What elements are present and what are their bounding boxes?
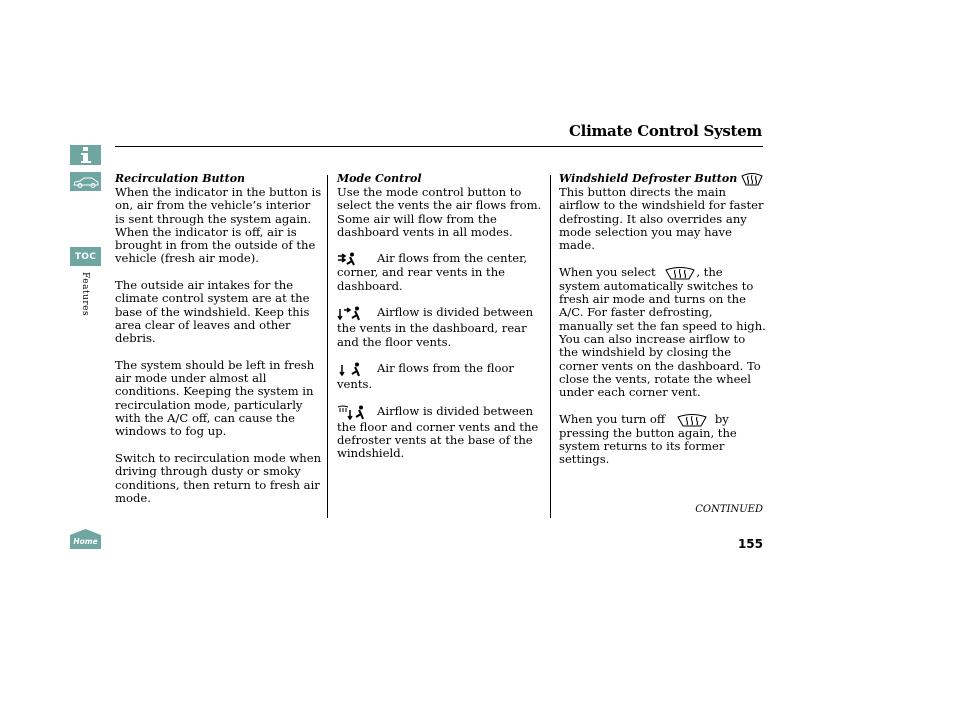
paragraph: When the indicator in the button is on, air from the vehicle’s interior is sent through the system again. When the indicator is off, air is brought in from the outside of the vehicle (fresh air mode).: [115, 185, 322, 266]
section-heading: Recirculation Button: [115, 172, 246, 185]
mode-item: [337, 362, 542, 391]
windshield-defrost-icon: [677, 413, 707, 427]
text-fragment: by: [714, 411, 729, 426]
column-divider: [550, 175, 551, 518]
column-divider: [327, 175, 328, 518]
paragraph: [559, 266, 766, 400]
continued-label: CONTINUED: [695, 504, 763, 515]
windshield-defrost-icon: [741, 172, 763, 186]
home-icon: [70, 529, 101, 549]
text-fragment: , the system automatically switches to fresh air mode and turns on the A/C. For faster defrosting, manually set the fan speed to high. You can also increase airflow to the windshield by closing the corner vents on the dashboard. To close the vents, rotate the wheel under each corner vent.: [559, 264, 766, 400]
paragraph: [559, 413, 766, 467]
page-title: Climate Control System: [569, 122, 762, 140]
car-index-button[interactable]: [70, 172, 101, 191]
section-heading: Mode Control: [337, 172, 422, 185]
paragraph: The system should be left in fresh air mode under almost all conditions. Keeping the system in recirculation mode, particularly with the A/C off, can cause the windows to fog up.: [115, 357, 315, 439]
section-heading: [559, 172, 766, 186]
text-fragment: pressing the button again, the system returns to its former settings.: [559, 425, 737, 467]
mode-text: Air flows from the center, corner, and rear vents in the dashboard.: [337, 251, 528, 293]
paragraph: The outside air intakes for the climate control system are at the base of the windshield. Keep this area clear of leaves and other debris.: [115, 278, 310, 346]
heading-text: Windshield Defroster Button: [559, 172, 738, 185]
text-fragment: When you turn off: [559, 411, 666, 426]
info-index-button[interactable]: [70, 145, 101, 165]
mode-text: Air flows from the floor vents.: [337, 361, 514, 392]
mode-item: [337, 306, 542, 349]
paragraph: This button directs the main airflow to the windshield for faster defrosting. It also overrides any mode selection you may have made.: [559, 185, 764, 253]
floor-vent-icon: [337, 362, 377, 378]
windshield-defrost-icon: [665, 266, 695, 280]
page-number: 155: [737, 537, 763, 551]
paragraph: Use the mode control button to select the vents the air flows from. Some air will flow from the dashboard vents in all modes.: [337, 185, 542, 239]
text-fragment: When you select: [559, 264, 656, 279]
column-mode-control: [337, 172, 542, 461]
mode-item: [337, 405, 542, 461]
mode-item: [337, 252, 542, 293]
info-icon: [80, 147, 92, 163]
home-button[interactable]: [70, 529, 101, 549]
floor-defrost-vent-icon: [337, 405, 377, 421]
mode-text: Airflow is divided between the floor and corner vents and the defroster vents at the base of the windshield.: [337, 403, 539, 461]
section-label: Features: [80, 272, 90, 317]
paragraph: Switch to recirculation mode when driving through dusty or smoky conditions, then return to fresh air mode.: [115, 450, 322, 505]
home-label: Home: [73, 537, 98, 546]
toc-label: TOC: [74, 251, 97, 262]
bilevel-vent-icon: [337, 306, 377, 322]
car-icon: [72, 175, 100, 189]
dash-vent-icon: [337, 252, 377, 266]
title-rule: [115, 146, 763, 147]
column-defroster: [559, 172, 766, 467]
toc-button[interactable]: [70, 247, 101, 266]
column-recirculation: [115, 172, 323, 505]
mode-text: Airflow is divided between the vents in the dashboard, rear and the floor vents.: [337, 305, 534, 349]
